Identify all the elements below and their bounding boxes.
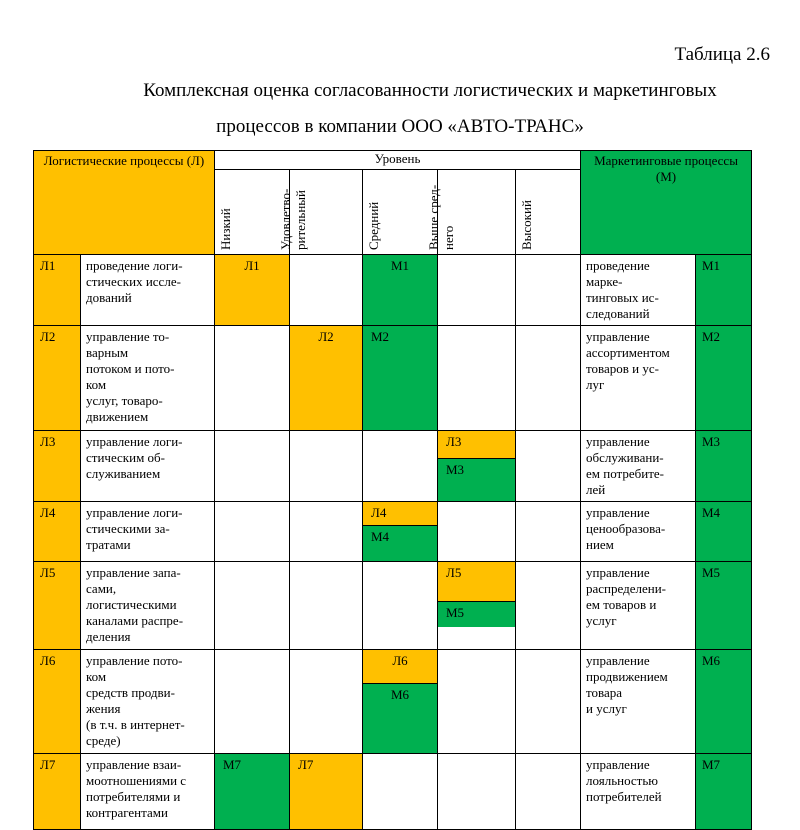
marketing-desc: управление ассортиментом товаров и ус- луг <box>581 326 696 431</box>
table-row <box>34 754 752 830</box>
mark-cell: Л7 <box>290 754 363 830</box>
marketing-desc: проведение марке- тинговых ис- следований <box>581 255 696 326</box>
marketing-desc: управление распределени- ем товаров и услуг <box>581 562 696 650</box>
marketing-code: М6 <box>696 650 752 754</box>
marketing-desc: управление ценообразова- нием <box>581 502 696 562</box>
logistics-desc: управление то- варным потоком и пото- ком услуг, товаро- движением <box>81 326 215 431</box>
logistics-code: Л1 <box>34 255 81 326</box>
assessment-table <box>33 150 752 830</box>
logistics-desc: управление логи- стическим об- служиванием <box>81 431 215 502</box>
marketing-code: М3 <box>696 431 752 502</box>
mark-cell: Л3 М3 <box>438 431 516 502</box>
mark-cell: Л2 <box>290 326 363 431</box>
logistics-desc: управление логи- стическими за- тратами <box>81 502 215 562</box>
mark-cell: Л1 <box>215 255 290 326</box>
table-title-line-2: процессов в компании ООО «АВТО-ТРАНС» <box>216 116 584 137</box>
marketing-desc: управление обслуживани- ем потребите- лей <box>581 431 696 502</box>
mark-cell: Л4 М4 <box>363 502 438 562</box>
table-row <box>34 650 752 754</box>
marketing-code: М5 <box>696 562 752 650</box>
level-medium: Средний <box>363 170 438 255</box>
logistics-code: Л2 <box>34 326 81 431</box>
marketing-desc: управление продвижением товара и услуг <box>581 650 696 754</box>
table-row <box>34 431 752 502</box>
header-logistics: Логистические процессы (Л) <box>34 151 215 255</box>
level-high: Высокий <box>516 170 581 255</box>
logistics-code: Л3 <box>34 431 81 502</box>
table-title-line-1: Комплексная оценка согласованности логистических и маркетинговых <box>143 80 717 101</box>
logistics-code: Л7 <box>34 754 81 830</box>
header-level: Уровень <box>215 151 581 170</box>
logistics-desc: управление запа- сами, логистическими каналами распре- деления <box>81 562 215 650</box>
level-satisfactory: Удовлетво-рительный <box>290 170 363 255</box>
logistics-desc: проведение логи- стических иссле- дований <box>81 255 215 326</box>
table-row <box>34 502 752 562</box>
table-row <box>34 562 752 650</box>
marketing-desc: управление лояльностью потребителей <box>581 754 696 830</box>
logistics-desc: управление пото- ком средств продви- жения (в т.ч. в интернет- среде) <box>81 650 215 754</box>
mark-cell: Л5 М5 <box>438 562 516 650</box>
logistics-desc: управление взаи- моотношениями с потребителями и контрагентами <box>81 754 215 830</box>
logistics-code: Л5 <box>34 562 81 650</box>
mark-cell: М7 <box>215 754 290 830</box>
header-marketing: Маркетинговые процессы (М) <box>581 151 752 255</box>
marketing-code: М1 <box>696 255 752 326</box>
logistics-code: Л6 <box>34 650 81 754</box>
mark-cell: Л6 М6 <box>363 650 438 754</box>
table-row <box>34 255 752 326</box>
logistics-code: Л4 <box>34 502 81 562</box>
table-row <box>34 326 752 431</box>
level-low: Низкий <box>215 170 290 255</box>
marketing-code: М7 <box>696 754 752 830</box>
level-above-medium: Выше сред-него <box>438 170 516 255</box>
mark-cell: М2 <box>363 326 438 431</box>
table-caption: Таблица 2.6 <box>674 44 770 65</box>
marketing-code: М2 <box>696 326 752 431</box>
marketing-code: М4 <box>696 502 752 562</box>
mark-cell: М1 <box>363 255 438 326</box>
